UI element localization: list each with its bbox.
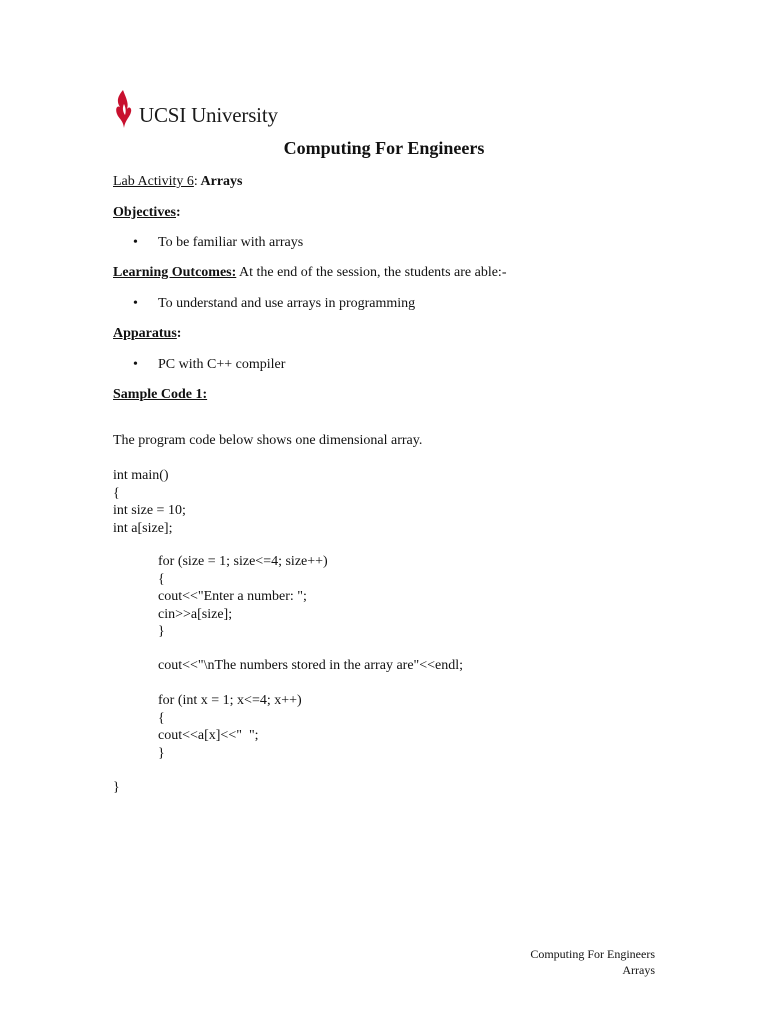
lab-activity-label: Lab Activity 6 [113, 174, 194, 189]
page-footer [530, 946, 655, 978]
footer-title: Computing For Engineers [530, 947, 655, 961]
code-line: int main() [113, 468, 169, 483]
code-block-main [113, 467, 186, 537]
learning-outcomes-line [113, 264, 506, 281]
code-block-input-loop [158, 553, 328, 641]
code-line: for (size = 1; size<=4; size++) [158, 554, 328, 569]
bullet-icon: • [133, 357, 138, 372]
learning-outcomes-intro: At the end of the session, the students are able:- [236, 265, 507, 280]
code-line: { [158, 571, 165, 587]
objectives-heading: Objectives: [113, 205, 181, 220]
lab-activity-name: Arrays [197, 174, 243, 189]
code-line: cin>>a[size]; [158, 606, 233, 622]
code-line: { [113, 485, 120, 501]
code-line: cout<<a[x]<<" "; [158, 728, 259, 743]
code-line: cout<<"Enter a number: "; [158, 589, 307, 604]
university-logo [114, 88, 278, 128]
sample-description: The program code below shows one dimensional array. [113, 433, 423, 448]
document-title: Computing For Engineers [283, 138, 485, 158]
code-line: int size = 10; [113, 503, 186, 518]
code-line: } [158, 745, 165, 761]
learning-outcomes-heading: Learning Outcomes: [113, 265, 237, 280]
code-line: int a[size]; [113, 520, 173, 536]
apparatus-item: PC with C++ compiler [158, 357, 286, 372]
flame-logo-icon [114, 90, 134, 128]
logo-text: UCSI University [139, 103, 278, 127]
apparatus-heading: Apparatus: [113, 326, 182, 341]
learning-outcome-item: To understand and use arrays in programming [158, 296, 416, 311]
sample-code-heading: Sample Code 1: [113, 387, 208, 402]
code-line-end: } [113, 780, 120, 795]
bullet-icon: • [133, 296, 138, 311]
code-line-print: cout<<"\nThe numbers stored in the array are"<<endl; [158, 658, 464, 673]
code-block-output-loop [158, 692, 302, 762]
footer-subtitle: Arrays [622, 963, 655, 977]
code-line: } [158, 624, 165, 639]
code-line: { [158, 710, 165, 726]
objective-item: To be familiar with arrays [158, 235, 304, 250]
code-line: for (int x = 1; x<=4; x++) [158, 693, 302, 708]
lab-activity-separator: : [193, 174, 198, 189]
bullet-icon: • [133, 235, 138, 250]
lab-activity-line [113, 173, 243, 190]
